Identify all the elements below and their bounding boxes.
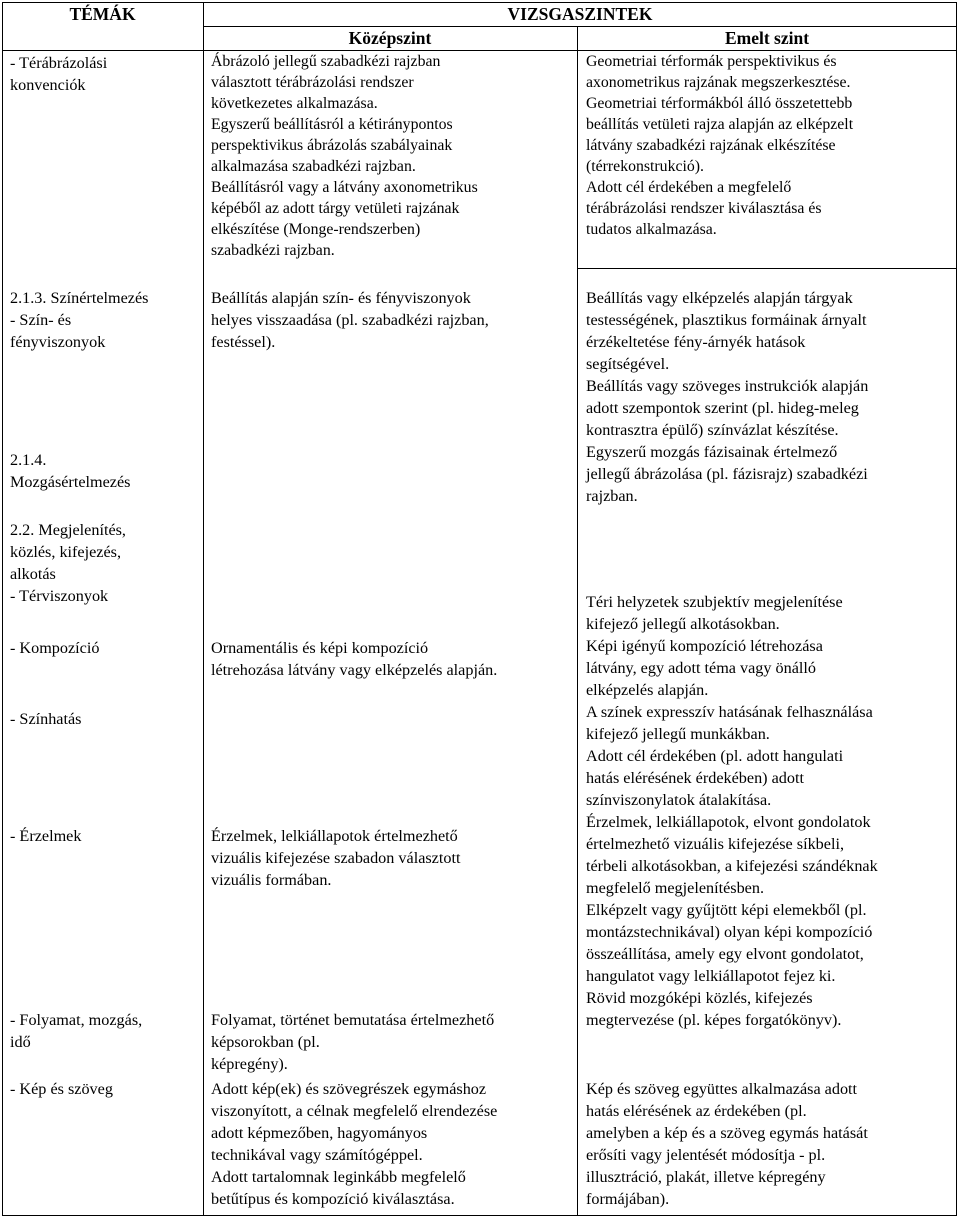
kozep-kompozicio: Ornamentális és képi kompozíció létrehozása látvány vagy elképzelés alapján. — [211, 639, 498, 679]
kozep-terabrazolas: Ábrázoló jellegű szabadkézi rajzban választott térábrázolási rendszer következetes alkalmazása. Egyszerű beállításról a kétiránypontos perspektivikus ábrázolás szabályainak alkalmazása szabadkézi rajzban. Beállításról vagy a látvány axonometrikus képéből az adott tárgy vetületi rajzának elkészítése (Monge-rendszerben) szabadkézi rajzban. — [211, 53, 478, 259]
column-divider — [577, 26, 578, 1216]
emelt-szin-es-mozgas: Beállítás vagy elképzelés alapján tárgyak testességének, plasztikus formáinak árnyalt érzékeltetése fény-árnyék hatások segítségével. Beállítás vagy szöveges instrukciók alapján adott szempontok szerint (pl. hideg-meleg kontrasztra épülő) színvázlat készítése. Egyszerű mozgás fázisainak értelmező jellegű ábrázolása (pl. fázisrajz) szabadkézi rajzban. — [586, 289, 869, 505]
topic-szinhatas: - Színhatás — [10, 710, 82, 728]
column-divider — [203, 2, 204, 1216]
topic-kep-es-szoveg: - Kép és szöveg — [10, 1080, 113, 1098]
emelt-terabrazolas: Geometriai térformák perspektivikus és axonometrikus rajzának megszerkesztése. Geometriai térformákból álló összetettebb beállítás vetületi rajza alapján az elképzelt látvány szabadkézi rajzának elkészítése (térrekonstrukció). Adott cél érdekében a megfelelő térábrázolási rendszer kiválasztása és tudatos alkalmazása. — [586, 53, 854, 238]
kozep-folyamat: Folyamat, történet bemutatása értelmezhető képsorokban (pl. képregény). — [211, 1011, 495, 1073]
topic-mozgasertelmezes: 2.1.4. Mozgásértelmezés — [10, 451, 131, 491]
topic-folyamat: - Folyamat, mozgás, idő — [10, 1011, 143, 1051]
topic-erzelmek: - Érzelmek — [10, 827, 82, 845]
topic-megjelenites: 2.2. Megjelenítés, közlés, kifejezés, alkotás - Térviszonyok — [10, 521, 126, 605]
kozep-szinertelmezes: Beállítás alapján szín- és fényviszonyok helyes visszaadása (pl. szabadkézi rajzban, festéssel). — [211, 289, 489, 351]
kozep-erzelmek: Érzelmek, lelkiállapotok értelmezhető vizuális kifejezése szabadon választott vizuális formában. — [211, 827, 461, 889]
topic-kompozicio: - Kompozíció — [10, 639, 100, 657]
row-divider — [577, 268, 957, 269]
emelt-kep-es-szoveg: Kép és szöveg együttes alkalmazása adott hatás elérésének az érdekében (pl. amelyben a kép és a szöveg egymás hatását erősíti vagy jelentését módosítja - pl. illusztráció, plakát, illetve képregény formájában). — [586, 1080, 868, 1208]
kozep-kep-es-szoveg: Adott kép(ek) és szövegrészek egymáshoz viszonyított, a célnak megfelelő elrendezése adott képmezőben, hagyományos technikával vagy számítógéppel. Adott tartalomnak leginkább megfelelő betűtípus és kompozíció kiválasztása. — [211, 1080, 498, 1208]
header-vizsgaszintek: VIZSGASZINTEK — [507, 4, 653, 24]
header-temak: TÉMÁK — [69, 4, 136, 24]
emelt-megjelenites: Téri helyzetek szubjektív megjelenítése kifejező jellegű alkotásokban. Képi igényű kompozíció létrehozása látvány, egy adott téma vagy önálló elképzelés alapján. A színek expresszív hatásának felhasználása kifejező jellegű munkákban. Adott cél érdekében (pl. adott hangulati hatás elérésének érdekében) adott színviszonylatok átalakítása. Érzelmek, lelkiállapotok, elvont gondolatok értelmezhető vizuális kifejezése síkbeli, térbeli alkotásokban, a kifejezési szándéknak megfelelő megjelenítésben. Elképzelt vagy gyűjtött képi elemekből (pl. montázstechnikával) olyan képi kompozíció összeállítása, amely egy elvont gondolatot, hangulatot vagy lelkiállapotot fejez ki. Rövid mozgóképi közlés, kifejezés megtervezése (pl. képes forgatókönyv). — [586, 593, 878, 1029]
topic-terabrazolas: - Térábrázolási konvenciók — [10, 54, 108, 94]
header-kozepszint: Középszint — [348, 28, 432, 48]
topic-szinertelmezes: 2.1.3. Színértelmezés - Szín- és fényviszonyok — [10, 289, 149, 351]
header-emelt-szint: Emelt szint — [724, 28, 810, 48]
